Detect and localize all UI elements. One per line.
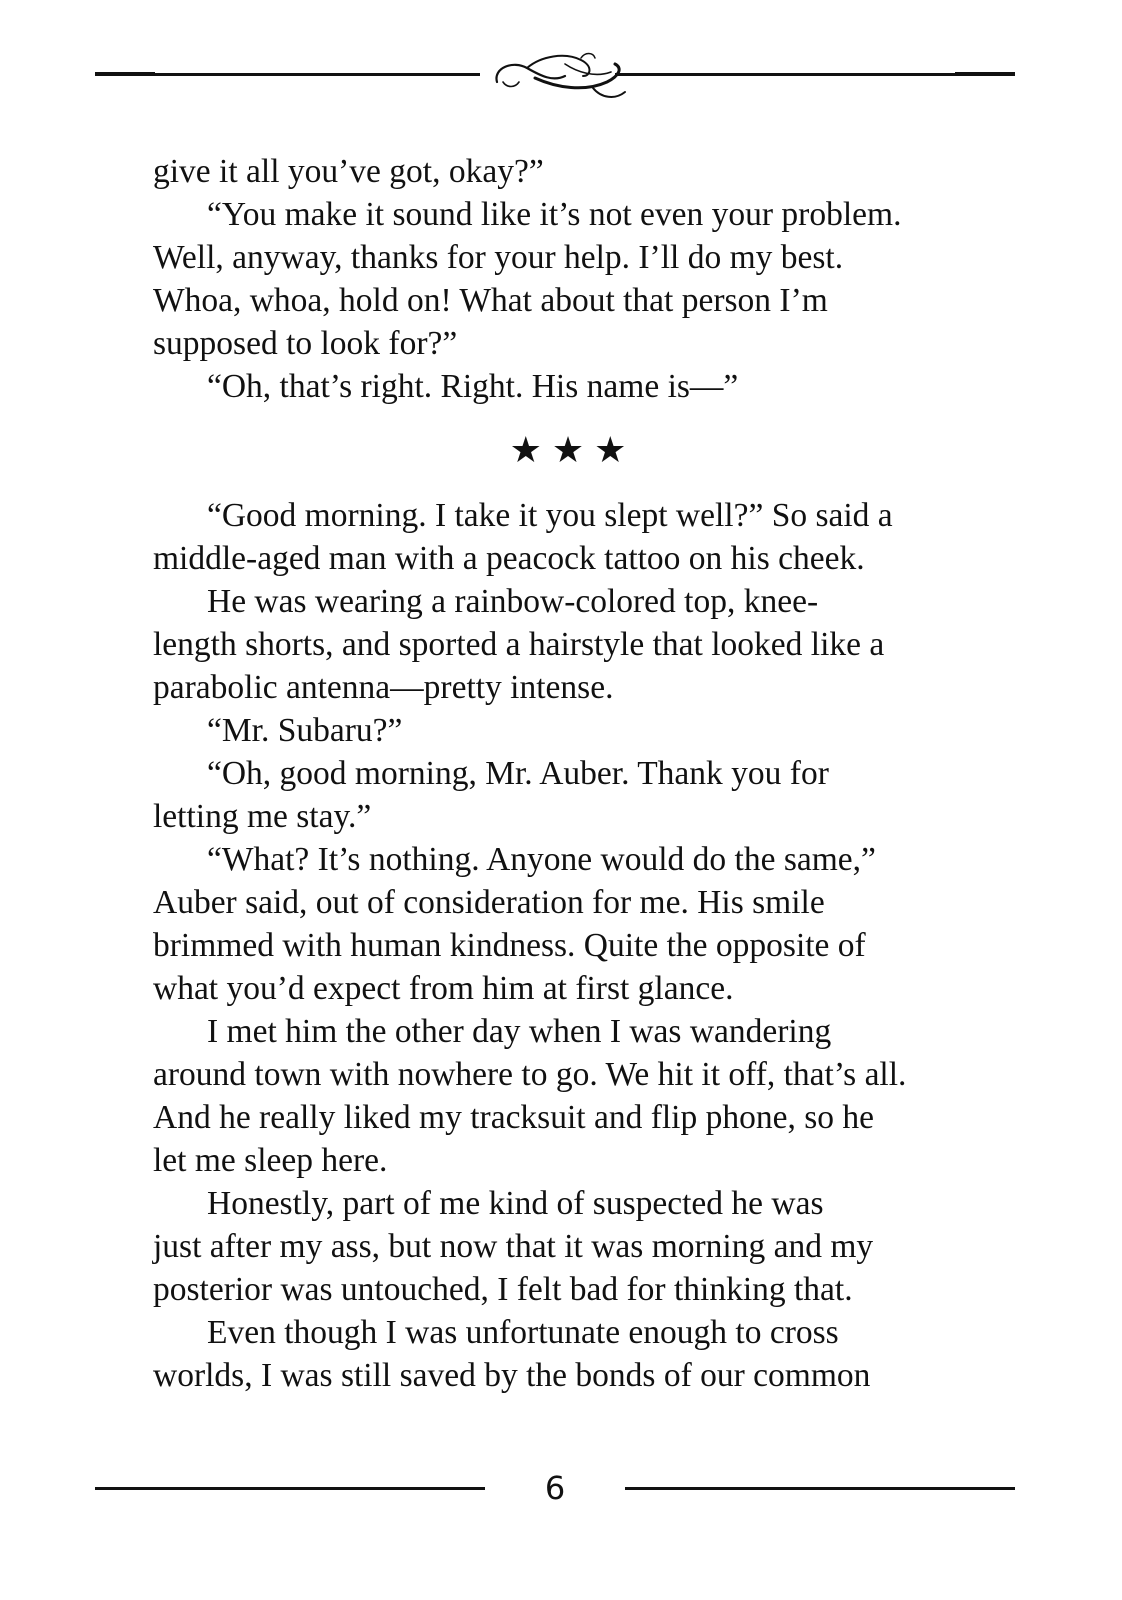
text-line: letting me stay.” (153, 798, 372, 835)
text-line: He was wearing a rainbow-colored top, knee- (207, 583, 819, 620)
text-line: just after my ass, but now that it was morning and my (153, 1228, 874, 1265)
text-line: Well, anyway, thanks for your help. I’ll do my best. (153, 239, 844, 276)
body-text (153, 150, 983, 1397)
text-line: what you’d expect from him at first glance. (153, 970, 734, 1007)
text-line: “You make it sound like it’s not even your problem. (207, 196, 902, 233)
text-line: “Oh, good morning, Mr. Auber. Thank you for (207, 755, 829, 792)
text-line: Whoa, whoa, hold on! What about that person I’m (153, 282, 828, 319)
text-line: And he really liked my tracksuit and flip phone, so he (153, 1099, 875, 1136)
text-line: “What? It’s nothing. Anyone would do the same,” (207, 841, 876, 878)
footer-rule-left (95, 1487, 485, 1490)
scene-break-stars: ★★★ (509, 430, 637, 471)
footer-rule-right (625, 1487, 1015, 1490)
text-line: Even though I was unfortunate enough to cross (207, 1314, 839, 1351)
text-line: I met him the other day when I was wandering (207, 1013, 832, 1050)
text-line: “Oh, that’s right. Right. His name is—” (207, 368, 739, 405)
text-line: give it all you’ve got, okay?” (153, 153, 544, 190)
text-line: middle-aged man with a peacock tattoo on his cheek. (153, 540, 865, 577)
text-line: Auber said, out of consideration for me. His smile (153, 884, 825, 921)
header-flourish-icon (95, 42, 1015, 112)
text-line: brimmed with human kindness. Quite the opposite of (153, 927, 866, 964)
text-line: worlds, I was still saved by the bonds of our common (153, 1357, 871, 1394)
page-footer (95, 1466, 1015, 1516)
text-line: let me sleep here. (153, 1142, 388, 1179)
text-line: supposed to look for?” (153, 325, 458, 362)
text-line: “Good morning. I take it you slept well?” So said a (207, 497, 893, 534)
text-line: parabolic antenna—pretty intense. (153, 669, 614, 706)
text-line: “Mr. Subaru?” (207, 712, 403, 749)
text-line: Honestly, part of me kind of suspected he was (207, 1185, 824, 1222)
text-line: around town with nowhere to go. We hit it off, that’s all. (153, 1056, 907, 1093)
page-number: 6 (544, 1469, 566, 1507)
text-line: posterior was untouched, I felt bad for thinking that. (153, 1271, 853, 1308)
text-line: length shorts, and sported a hairstyle that looked like a (153, 626, 885, 663)
